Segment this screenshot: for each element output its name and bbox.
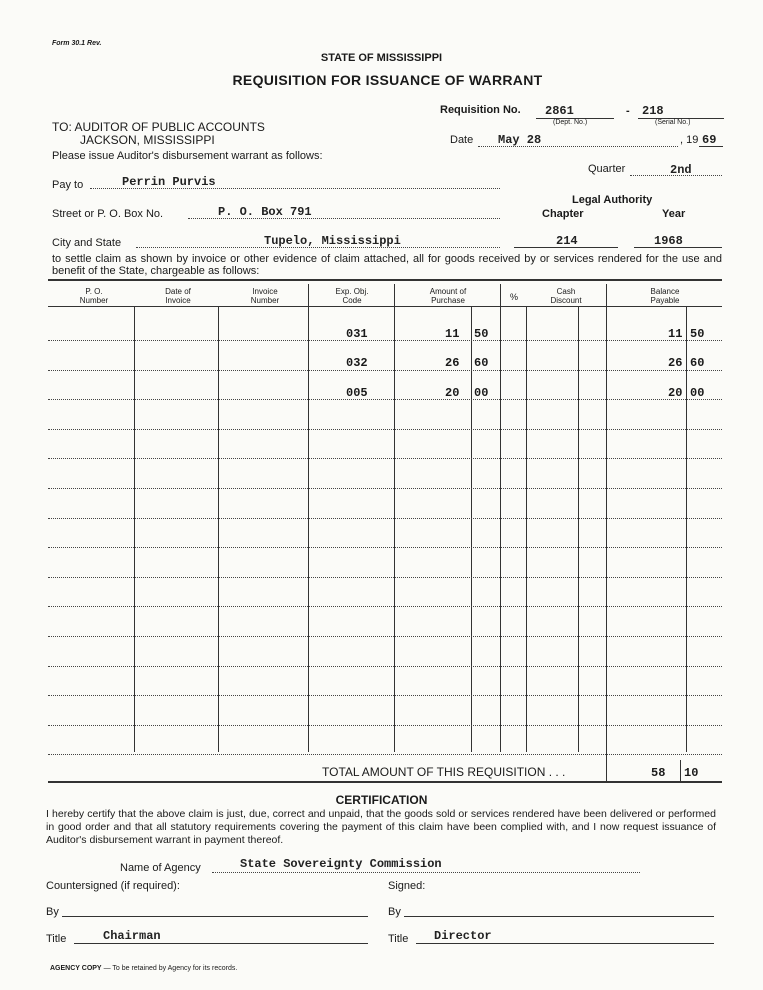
- row3-code: 005: [346, 386, 368, 400]
- row3-amount-dollars: 20: [445, 386, 460, 400]
- to-line1: TO: AUDITOR OF PUBLIC ACCOUNTS: [52, 120, 265, 134]
- row1-balance-dollars: 11: [668, 327, 683, 341]
- serial-no-value: 218: [642, 104, 664, 118]
- legal-chapter-label: Chapter: [542, 208, 584, 220]
- table-row-rule: [48, 606, 722, 607]
- dept-no-caption: (Dept. No.): [553, 119, 588, 126]
- total-cents-line: [680, 760, 681, 782]
- by-left-line: [62, 916, 368, 917]
- row3-balance-cents: 00: [690, 386, 705, 400]
- serial-no-caption: (Serial No.): [655, 119, 691, 126]
- table-row-rule: [48, 547, 722, 548]
- by-left-label: By: [46, 906, 59, 918]
- agency-line: [212, 872, 640, 873]
- col-line-2: [218, 306, 219, 752]
- quarter-value: 2nd: [670, 163, 692, 177]
- row3-balance-dollars: 20: [668, 386, 683, 400]
- legal-authority-title: Legal Authority: [572, 194, 653, 206]
- col-line-cash-cents: [578, 306, 579, 752]
- footer-agency-copy: AGENCY COPY: [50, 965, 102, 972]
- street-label: Street or P. O. Box No.: [52, 208, 164, 220]
- table-row-rule: [48, 370, 722, 371]
- row1-amount-cents: 50: [474, 327, 489, 341]
- title-right-line: [416, 943, 714, 944]
- col-line-1: [134, 306, 135, 752]
- row2-code: 032: [346, 356, 368, 370]
- please-issue-text: Please issue Auditor's disbursement warrant as follows:: [52, 150, 323, 162]
- header-cash-discount: Cash Discount: [550, 287, 582, 305]
- requisition-label: Requisition No.: [440, 104, 521, 116]
- form-title: REQUISITION FOR ISSUANCE OF WARRANT: [232, 72, 543, 88]
- header-exp-obj-code: Exp. Obj. Code: [335, 287, 369, 305]
- title-right-label: Title: [388, 933, 409, 945]
- header-amount-of-purchase: Amount of Purchase: [429, 287, 467, 305]
- table-row-rule: [48, 754, 722, 755]
- row1-code: 031: [346, 327, 368, 341]
- certification-text: I hereby certify that the above claim is just, due, correct and unpaid, that the goods sold or services rendered have been delivered or performed in good order and that all statutory requirements covering the payment of this claim have been complied with, and I now request issuance of Auditor's disbursement warrant in payment thereof.: [46, 808, 716, 846]
- row1-balance-cents: 50: [690, 327, 705, 341]
- row2-amount-cents: 60: [474, 356, 489, 370]
- total-dollars: 58: [651, 766, 666, 780]
- table-row-rule: [48, 725, 722, 726]
- title-left-line: [74, 943, 368, 944]
- state-heading: STATE OF MISSISSIPPI: [320, 52, 443, 64]
- certification-title: CERTIFICATION: [335, 793, 428, 807]
- total-cents: 10: [684, 766, 699, 780]
- row2-amount-dollars: 26: [445, 356, 460, 370]
- requisition-dash: -: [626, 105, 630, 117]
- total-label: TOTAL AMOUNT OF THIS REQUISITION . . .: [322, 765, 566, 779]
- title-left-value: Chairman: [103, 929, 161, 943]
- header-po: P. O. Number: [79, 287, 109, 305]
- date-year: 69: [702, 133, 717, 147]
- table-row-rule: [48, 399, 722, 400]
- table-bottom-border: [48, 781, 722, 783]
- table-row-rule: [48, 636, 722, 637]
- pay-to-value: Perrin Purvis: [122, 175, 216, 189]
- row3-amount-cents: 00: [474, 386, 489, 400]
- col-line-amount-cents: [471, 306, 472, 752]
- city-label: City and State: [52, 237, 122, 249]
- city-value: Tupelo, Mississippi: [264, 234, 401, 248]
- row1-amount-dollars: 11: [445, 327, 460, 341]
- table-row-rule: [48, 695, 722, 696]
- table-row-rule: [48, 429, 722, 430]
- header-date-of-invoice: Date of Invoice: [165, 287, 191, 305]
- form-number: Form 30.1 Rev.: [52, 40, 102, 47]
- table-row-rule: [48, 340, 722, 341]
- chapter-value: 214: [556, 234, 578, 248]
- to-line2: JACKSON, MISSISSIPPI: [80, 133, 215, 147]
- row2-balance-dollars: 26: [668, 356, 683, 370]
- date-value: May 28: [498, 133, 542, 147]
- agency-value: State Sovereignty Commission: [240, 857, 442, 871]
- footer: [50, 965, 237, 972]
- signed-label: Signed:: [388, 880, 426, 892]
- header-invoice-number: Invoice Number: [250, 287, 280, 305]
- table-top-border: [48, 279, 722, 281]
- title-right-value: Director: [434, 929, 492, 943]
- header-percent: %: [509, 292, 518, 302]
- table-row-rule: [48, 577, 722, 578]
- footer-note: — To be retained by Agency for its records.: [103, 965, 238, 972]
- header-balance-payable: Balance Payable: [650, 287, 680, 305]
- row2-balance-cents: 60: [690, 356, 705, 370]
- table-row-rule: [48, 518, 722, 519]
- agency-label: Name of Agency: [120, 862, 201, 874]
- col-line-balance-cents: [686, 306, 687, 752]
- settle-claim-text: to settle claim as shown by invoice or other evidence of claim attached, all for goods received by or services rendered for the use and benefit of the State, chargeable as follows:: [52, 253, 722, 277]
- table-row-rule: [48, 458, 722, 459]
- table-header-bottom: [48, 306, 722, 307]
- legal-year-value: 1968: [654, 234, 683, 248]
- title-left-label: Title: [46, 933, 67, 945]
- street-value: P. O. Box 791: [218, 205, 312, 219]
- by-right-line: [404, 916, 714, 917]
- col-line-6: [526, 306, 527, 752]
- total-col-line: [606, 752, 607, 782]
- dept-no-value: 2861: [545, 104, 574, 118]
- legal-year-label: Year: [662, 208, 686, 220]
- pay-to-label: Pay to: [52, 179, 84, 191]
- date-year-prefix: , 19: [680, 134, 699, 146]
- date-label: Date: [450, 134, 474, 146]
- table-row-rule: [48, 488, 722, 489]
- table-row-rule: [48, 666, 722, 667]
- countersigned-label: Countersigned (if required):: [46, 880, 180, 892]
- by-right-label: By: [388, 906, 401, 918]
- quarter-label: Quarter: [588, 163, 626, 175]
